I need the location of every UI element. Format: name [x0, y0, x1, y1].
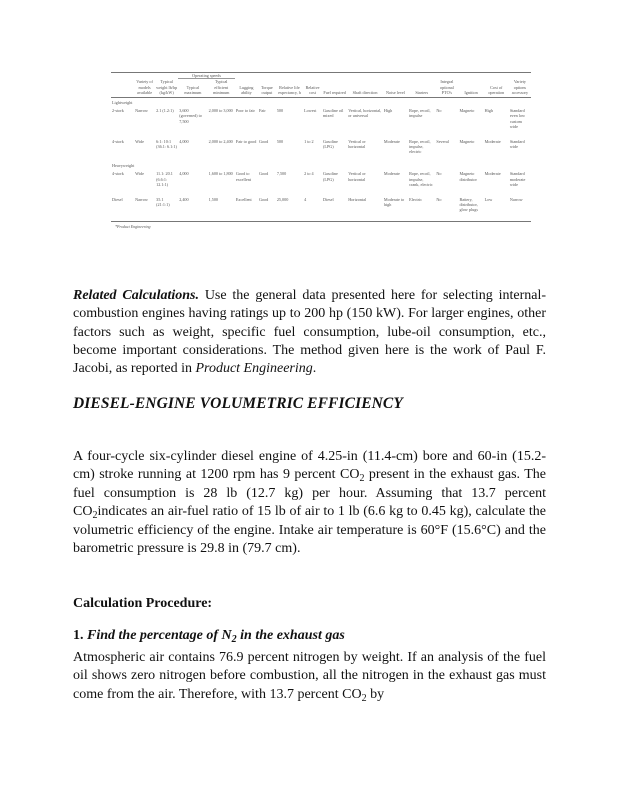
table-cell: Rope, recoil, impulse, electric: [409, 138, 431, 155]
table-row: [111, 168, 531, 193]
table-cell: Moderate: [484, 138, 501, 144]
table-cell: 11.1: 20.1 (6.6:1: 12.1:1): [156, 171, 173, 188]
table-cell: Low: [484, 194, 509, 222]
table-footnote: *Product Engineering: [115, 223, 151, 229]
table-cell: No: [435, 194, 458, 222]
column-header: Lugging ability: [235, 79, 258, 97]
column-header: Shaft direction: [347, 79, 383, 97]
table-cell: Fair: [258, 108, 266, 114]
calculation-procedure-label: Calculation Procedure:: [73, 596, 213, 611]
column-header: Fuel required: [322, 79, 347, 97]
category-label: Heavyweight: [112, 162, 135, 168]
table-category-row: [111, 161, 531, 168]
table-cell: No: [436, 171, 442, 177]
table-cell: Moderate: [484, 171, 501, 177]
table-cell: Narrow: [134, 194, 155, 222]
table-cell: No: [436, 108, 442, 114]
table-cell: Magneto: [459, 138, 475, 144]
table-cell: Good: [258, 194, 276, 222]
row-label: 2-stork: [112, 108, 124, 114]
table-row: [111, 194, 531, 222]
column-header: Cost of operation: [484, 79, 509, 97]
table-cell: Battery, distributor, glow plugs: [458, 194, 483, 222]
column-header: Typical efficient minimum: [208, 79, 235, 97]
subscript: 2: [359, 473, 365, 485]
table-cell: 35.1 (21:1:1): [155, 194, 178, 222]
step-body-part: by: [366, 686, 385, 702]
step-body: [73, 649, 546, 704]
table-cell: Poor to fair: [235, 108, 255, 114]
table-cell: 1,600 to 1,800: [208, 171, 233, 177]
table-cell: Vertical or horizontal: [348, 138, 366, 150]
table-cell: Gasoline oil mixed: [323, 108, 344, 119]
column-header: Variety options accessory: [509, 79, 531, 97]
column-header: Relative cost: [303, 79, 322, 97]
column-header: Torque output: [258, 79, 276, 97]
table-cell: 2 to 4: [304, 171, 314, 177]
table-cell: 2.1 (1.2:1): [156, 108, 174, 114]
table-cell: 500: [276, 138, 284, 144]
row-label: 4-stork: [112, 171, 124, 177]
table-cell: High: [484, 108, 494, 114]
problem-text-part: A four-cycle six-cylinder diesel engine of 4.25-in (11.4-cm) bore and 60-in (15.2-cm) stroke running at 1200 rpm has 9 percent CO: [73, 449, 546, 483]
table-cell: 25,000: [276, 194, 303, 222]
column-header: Starters: [408, 79, 435, 97]
related-calculations-lead: Related Calculations.: [73, 288, 199, 303]
problem-statement: [73, 448, 546, 558]
step-heading: [73, 628, 345, 644]
table-cell: Narrow: [135, 108, 148, 114]
table-cell: High: [383, 108, 393, 114]
table-cell: Excellent: [235, 194, 258, 222]
table-cell: Several: [436, 138, 449, 144]
column-header: Relative life expectancy, h: [276, 79, 303, 97]
column-header: Typical maximum: [178, 79, 207, 97]
table-cell: Good: [258, 138, 269, 144]
table-cell: Rope, recoil, impulse: [409, 108, 431, 119]
table-cell: Fair to good: [235, 138, 257, 144]
engine-comparison-table-container: [111, 72, 531, 229]
row-label: 4-stork: [112, 138, 124, 144]
table-cell: Gasoline (LPG): [323, 171, 338, 182]
table-cell: 2,000 to 3,000: [208, 108, 233, 114]
step-body-part: Atmospheric air contains 76.9 percent nitrogen by weight. If an analysis of the fuel oil shows zero nitrogen before combustion, all the nitrogen in the exhaust gas must come from the air. Therefore, with 13.7 percent CO: [73, 650, 546, 702]
table-cell: Horizontal: [347, 194, 383, 222]
table-cell: Vertical, horizontal, or universal: [348, 108, 382, 119]
table-cell: Magneto: [459, 108, 475, 114]
step-title-part: in the exhaust gas: [236, 628, 345, 643]
table-cell: Good to excellent: [235, 171, 251, 182]
table-cell: 4,000: [179, 138, 189, 144]
column-header: Integral optional PTO's: [435, 79, 458, 97]
group-header-operating-speeds: Operating speeds: [178, 73, 235, 79]
table-cell: Moderate: [383, 138, 400, 144]
subscript: 2: [92, 510, 98, 522]
column-header: Ignition: [458, 79, 483, 97]
column-header: Noise level: [383, 79, 408, 97]
table-cell: Lowest: [304, 108, 317, 114]
table-cell: 3,600 (governed) to 7,500: [179, 108, 202, 124]
table-cell: 7,500: [276, 171, 287, 177]
table-cell: 4,000: [179, 171, 189, 177]
table-header-row: [111, 79, 531, 97]
table-cell: Standard wide: [509, 138, 525, 150]
table-cell: Rope, recoil, impulse, crank, electric: [409, 171, 433, 188]
table-cell: Gasoline (LPG): [323, 138, 338, 150]
table-row: [111, 105, 531, 136]
source-publication: Product Engineering: [195, 361, 313, 377]
row-label: Diesel: [111, 194, 134, 222]
table-cell: Standard moderate wide: [509, 171, 526, 188]
table-cell: 1 to 2: [304, 138, 314, 144]
table-cell: 4: [303, 194, 322, 222]
subscript: 2: [361, 692, 367, 704]
table-cell: 500: [276, 108, 284, 114]
table-cell: Vertical or horizontal: [348, 171, 366, 182]
engine-comparison-table: [111, 72, 531, 222]
table-cell: 6:1: 10:1 (36.1: 6.1:1): [156, 138, 177, 150]
problem-text-part: present in the exhaust gas. The fuel consumption is 28 lb (12.7 kg) per hour. Assuming that 13.7 percent CO: [73, 467, 546, 520]
table-cell: Diesel: [322, 194, 347, 222]
subscript: 2: [231, 634, 237, 645]
table-cell: 2,000 to 2,400: [208, 138, 233, 144]
step-number: 1.: [73, 628, 84, 643]
step-title: [87, 628, 345, 643]
sentence-end: .: [312, 361, 317, 377]
table-category-row: [111, 97, 531, 105]
table-cell: Moderate to high: [383, 194, 408, 222]
table-cell: Standard even low custom wide: [509, 108, 526, 130]
table-cell: Narrow: [509, 194, 531, 222]
related-calculations-paragraph: [73, 287, 546, 378]
table-row: [111, 136, 531, 161]
step-title-part: Find the percentage of N: [87, 628, 232, 643]
table-cell: Moderate: [383, 171, 400, 177]
column-header: Variety of models available: [134, 79, 155, 97]
table-cell: Good: [258, 171, 269, 177]
table-cell: 1,500: [208, 194, 235, 222]
column-header: Typical weight lb/hp (kg/kW): [156, 79, 178, 96]
table-cell: 2,400: [178, 194, 207, 222]
table-cell: Wide: [135, 171, 144, 177]
category-label: Lightweight: [112, 99, 133, 105]
problem-text-part: indicates an air-fuel ratio of 15 lb of air to 1 lb (6.6 kg to 0.45 kg), calculate the volumetric efficiency of the engine. Intake air temperature is 60°F (15.6°C) and the barometric pressure is 29.8 in (79.7 cm).: [73, 504, 546, 557]
table-cell: Magneto distributor: [459, 171, 477, 182]
table-cell: Electric: [408, 194, 435, 222]
related-calculations-body: Use the general data presented here for selecting internal-combustion engines having ratings up to 200 hp (150 kW). For larger engines, other factors such as weight, specific fuel consumption, lube-oil consumption, etc., become important considerations. The method given here is the work of Paul F. Jacobi, as reported in: [73, 288, 546, 377]
table-cell: Wide: [135, 138, 144, 144]
section-title: DIESEL-ENGINE VOLUMETRIC EFFICIENCY: [73, 395, 403, 412]
